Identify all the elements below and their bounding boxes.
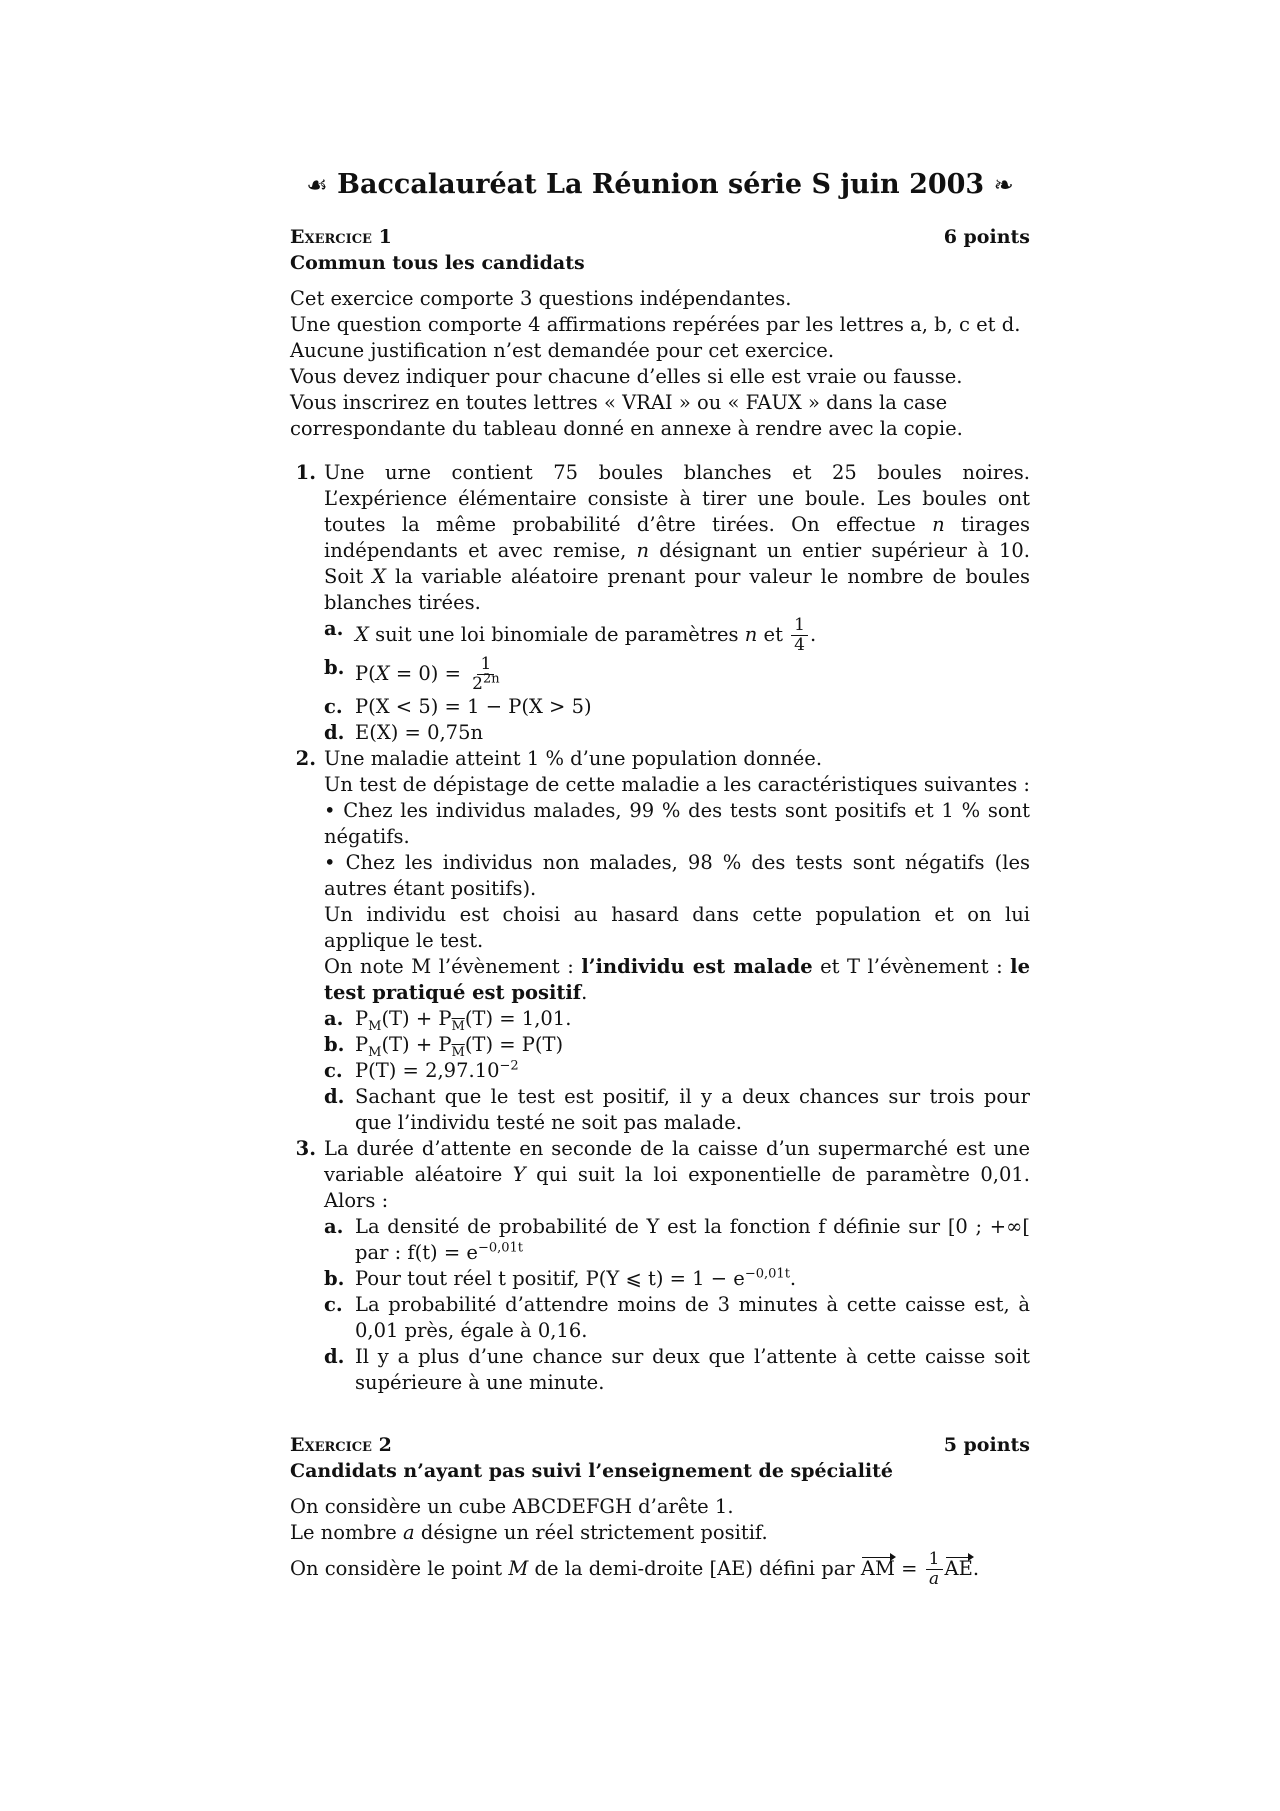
statement-c: c. La probabilité d’attendre moins de 3 minutes à cette caisse est, à 0,01 près, égale à 0,16. xyxy=(324,1293,1030,1342)
statement-a: a. $P_M(T) + P_{\overline{M}}(T) = 1,01$. xyxy=(324,1007,572,1034)
question-1 xyxy=(290,460,1030,746)
intro-line: Cet exercice comporte 3 questions indépendantes. xyxy=(290,287,792,310)
ornament-left-icon: ☙ xyxy=(306,171,328,199)
exercise-1-intro xyxy=(290,286,1030,442)
question-number: 2. xyxy=(295,747,316,770)
fraction: $\frac{1}{a}$ xyxy=(926,1550,943,1589)
intro-line: Vous devez indiquer pour chacune d’elles si elle est vraie ou fausse. xyxy=(290,365,963,388)
exercise-1-subtitle: Commun tous les candidats xyxy=(290,252,585,274)
vector-am: AM xyxy=(860,1557,895,1580)
ornament-right-icon: ❧ xyxy=(993,171,1014,199)
question-number: 3. xyxy=(295,1137,316,1160)
statement-c: c. P(X < 5) = 1 − P(X > 5) xyxy=(324,695,592,718)
intro-line: Aucune justification n’est demandée pour cet exercice. xyxy=(290,339,835,362)
exercise-1-questions xyxy=(290,460,1030,1396)
question-3-text: La durée d’attente en seconde de la caisse d’un supermarché est une variable aléatoire Y qui suit la loi exponentielle de paramètre 0,01. Alors : xyxy=(324,1137,1030,1212)
exercise-1-label: Exercice 1 xyxy=(290,226,392,248)
exercise-1-points: 6 points xyxy=(943,226,1030,248)
exercise-2-points: 5 points xyxy=(943,1434,1030,1456)
statement-d: d. E(X) = 0,75n xyxy=(324,721,484,744)
statement-a: a. La densité de probabilité de Y est la fonction f définie sur [0 ; +∞[ par : $f(t) = e^{-0,01t}$ xyxy=(324,1215,1030,1264)
exercise-2-header xyxy=(290,1432,1030,1458)
fraction: $\frac{1}{2^{2n}}$ xyxy=(472,654,500,694)
page-title xyxy=(270,168,1050,202)
statement-d: d. Il y a plus d’une chance sur deux que l’attente à cette caisse soit supérieure à une minute. xyxy=(324,1345,1030,1394)
intro-line: Vous inscrirez en toutes lettres « VRAI » ou « FAUX » dans la case correspondante du tableau donné en annexe à rendre avec la copie. xyxy=(290,391,963,440)
statement-c: c. $P(T) = 2,97.10^{-2}$ xyxy=(324,1058,519,1082)
statement-b: b. $P_M(T) + P_{\overline{M}}(T) = P(T)$ xyxy=(324,1033,564,1060)
intro-line: Une question comporte 4 affirmations repérées par les lettres a, b, c et d. xyxy=(290,313,1021,336)
fraction: $\frac{1}{4}$ xyxy=(791,616,808,655)
exercise-2-label: Exercice 2 xyxy=(290,1434,392,1456)
statement-b: b. Pour tout réel t positif, P(Y ⩽ $t) = 1 - e^{-0,01t}$. xyxy=(324,1266,797,1290)
statement-d: d. Sachant que le test est positif, il y a deux chances sur trois pour que l’individu testé ne soit pas malade. xyxy=(324,1085,1030,1134)
question-number: 1. xyxy=(295,461,316,484)
exercise-2-body: On considère un cube ABCDEFGH d’arête 1. Le nombre a désigne un réel strictement positif. On considère le point M de la demi-droite [AE) défini par AM = $\frac{1}{a}$ AE. xyxy=(290,1495,980,1589)
question-1-text: Une urne contient 75 boules blanches et 25 boules noires. L’expérience élémentaire consiste à tirer une boule. Les boules ont toutes la même probabilité d’être tirées. On effectue n tirages indépendants et avec remise, n désignant un entier supérieur à 10. Soit X la variable aléatoire prenant pour valeur le nombre de boules blanches tirées. xyxy=(324,461,1031,614)
title-text: Baccalauréat La Réunion série S juin 2003 xyxy=(337,169,985,200)
question-2-text: Une maladie atteint 1 % d’une population donnée. xyxy=(324,747,823,770)
exercise-1-header xyxy=(290,224,1030,250)
question-3 xyxy=(290,1136,1030,1396)
statement-a: a. X suit une loi binomiale de paramètres n et $\frac{1}{4}$ . xyxy=(324,615,817,655)
statement-b: b. P(X = 0) = $\frac{1}{2^{2n}}$ xyxy=(324,655,1030,694)
vector-ae: AE xyxy=(944,1557,973,1580)
page xyxy=(290,168,1030,1589)
question-2: 2. Une maladie atteint 1 % d’une population donnée. Un test de dépistage de cette maladie a les caractéristiques suivantes : • Chez les individus malades, 99 % des tests sont positifs et 1 % sont négatifs. • Chez les individus non malades, 98 % des tests sont négatifs (les autres étant positifs). Un individu est choisi au hasard dans cette population et on lui applique le test. On note M l’évènement : l’individu est malade et T l’évènement : le test pratiqué est positif. a. $P_M(T) + P_{\overline{M}}(T) = 1,01$. b. $P_M(T) + P_{\overline{M}}(T) = P(T)$ c. $P(T) = 2,97.10^{-2}$ d. Sachant que le test est positif, il y a deux chances sur trois pour que l’individu testé ne soit pas malade. xyxy=(290,746,1030,1136)
exercise-2-subtitle: Candidats n’ayant pas suivi l’enseignement de spécialité xyxy=(290,1460,894,1482)
